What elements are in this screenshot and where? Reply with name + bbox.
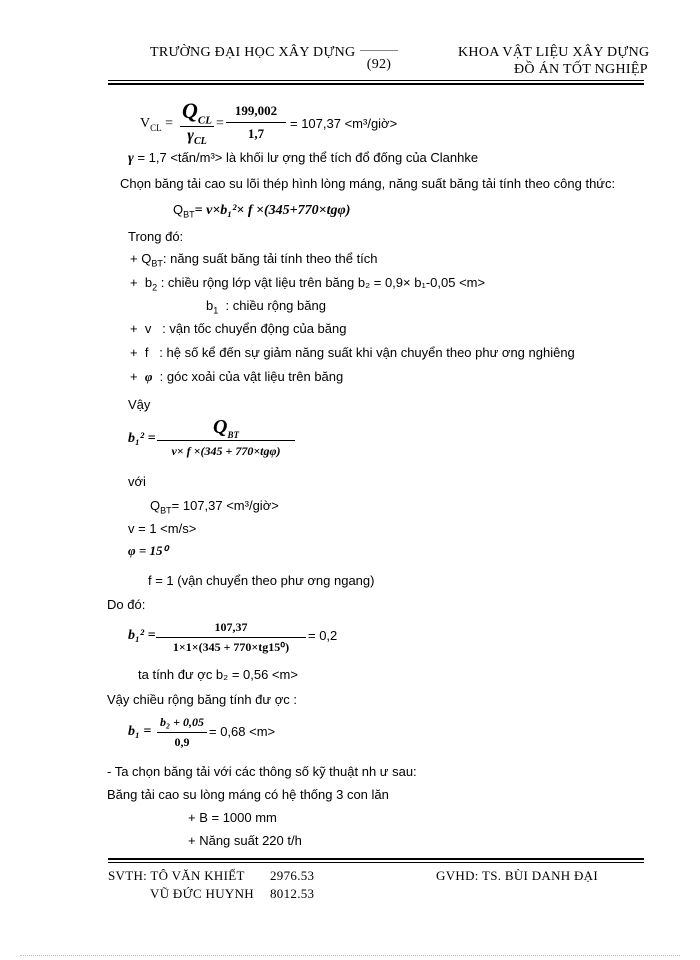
page-number: (92) bbox=[366, 57, 392, 72]
value-v: v = 1 <m/s> bbox=[128, 521, 197, 536]
def-b2: + $b_2$ : chiều rộng lớp vật liệu trên băng b₂ = 0,9× b₁-0,05 <m> bbox=[130, 275, 486, 293]
def-qbt: + $Q_{BT}$: năng suất băng tải tính theo thể tích bbox=[130, 251, 378, 269]
eq-b-lhs: b₁² = bbox=[128, 431, 156, 446]
eq-b1-fraction: b₂ + 0,05 0,9 bbox=[157, 715, 207, 750]
page-number-box bbox=[360, 50, 398, 73]
def-v: + v : vận tốc chuyển động của băng bbox=[130, 321, 347, 336]
eq-b-numeric-result: = 0,2 bbox=[308, 628, 338, 643]
header-rule-thin bbox=[108, 80, 644, 81]
eq1-frac-symbolic: $Q_{CL}$ $\gamma_{CL}$ bbox=[180, 98, 214, 148]
value-phi: φ = 15⁰ bbox=[128, 543, 168, 558]
header-school: TRƯỜNG ĐẠI HỌC XÂY DỰNG bbox=[150, 45, 356, 60]
gamma-line: γ = 1,7 <tấn/m³> là khối lư ợng thể tích đổ đống của Clanhke bbox=[128, 150, 479, 166]
footer-rule-thick bbox=[108, 858, 644, 860]
spec-capacity: + Năng suất 220 t/h bbox=[188, 833, 302, 848]
label-vay: Vậy bbox=[128, 397, 151, 412]
text-vay-chieu-rong: Vậy chiều rộng băng tính đư ợc : bbox=[107, 692, 297, 707]
footer-rule-thin bbox=[108, 862, 644, 863]
def-b1: $b_1$ : chiều rộng băng bbox=[206, 298, 326, 316]
footer-student1: SVTH: TÔ VĂN KHIẾT bbox=[108, 868, 245, 883]
eq1-lhs: $V_{CL}$ = bbox=[140, 116, 174, 133]
def-phi: + φ : góc xoải của vật liệu trên băng bbox=[130, 369, 344, 384]
eq-b-numeric-lhs: b₁² = bbox=[128, 628, 156, 643]
spec-width: + B = 1000 mm bbox=[188, 810, 277, 825]
header-project: ĐỒ ÁN TỐT NGHIỆP bbox=[514, 62, 648, 77]
eq-b-fraction: $Q_{BT}$ v× f ×(345 + 770×tgφ) bbox=[157, 416, 295, 459]
paragraph-choose: Chọn băng tải cao su lõi thép hình lòng máng, năng suất băng tải tính theo công thức: bbox=[120, 176, 616, 191]
text-ta-tinh: ta tính đư ợc b₂ = 0,56 <m> bbox=[138, 667, 298, 682]
header-rule-thick bbox=[108, 83, 644, 85]
header-faculty: KHOA VẬT LIỆU XÂY DỰNG bbox=[458, 45, 650, 60]
footer-supervisor: GVHD: TS. BÙI DANH ĐẠI bbox=[436, 868, 598, 883]
page-edge bbox=[20, 955, 680, 956]
qbt-formula: $Q_{BT}= v\times b_1^2\times f \times(345+770\times tg\varphi)$ bbox=[173, 202, 351, 220]
eq1-frac-numeric: 199,002 1,7 bbox=[226, 103, 286, 142]
eq1-result: = 107,37 <m³/giờ> bbox=[290, 116, 398, 131]
value-f: f = 1 (vận chuyển theo phư ơng ngang) bbox=[148, 573, 375, 588]
eq-b1-lhs: b₁ = bbox=[128, 724, 152, 739]
value-qbt: $Q_{BT}= 107,37$ <m³/giờ> bbox=[150, 498, 279, 516]
label-voi: với bbox=[128, 474, 146, 489]
footer-student2: VŨ ĐỨC HUYNH bbox=[150, 886, 254, 901]
footer-student2-code: 8012.53 bbox=[270, 886, 315, 901]
eq-b1-result: = 0,68 <m> bbox=[209, 724, 276, 739]
footer-student1-code: 2976.53 bbox=[270, 868, 315, 883]
text-choose-specs: - Ta chọn băng tải với các thông số kỹ thuật nh ư sau: bbox=[107, 764, 417, 779]
eq1-equals: = bbox=[216, 116, 224, 131]
text-conveyor: Băng tải cao su lòng máng có hệ thống 3 con lăn bbox=[107, 787, 389, 802]
label-trong-do: Trong đó: bbox=[128, 229, 184, 244]
eq-b-numeric-fraction: 107,37 1×1×(345 + 770×tg15⁰) bbox=[156, 620, 306, 655]
def-f: + f : hệ số kể đến sự giảm năng suất khi vận chuyển theo phư ơng nghiêng bbox=[130, 345, 575, 360]
label-do-do: Do đó: bbox=[107, 597, 146, 612]
